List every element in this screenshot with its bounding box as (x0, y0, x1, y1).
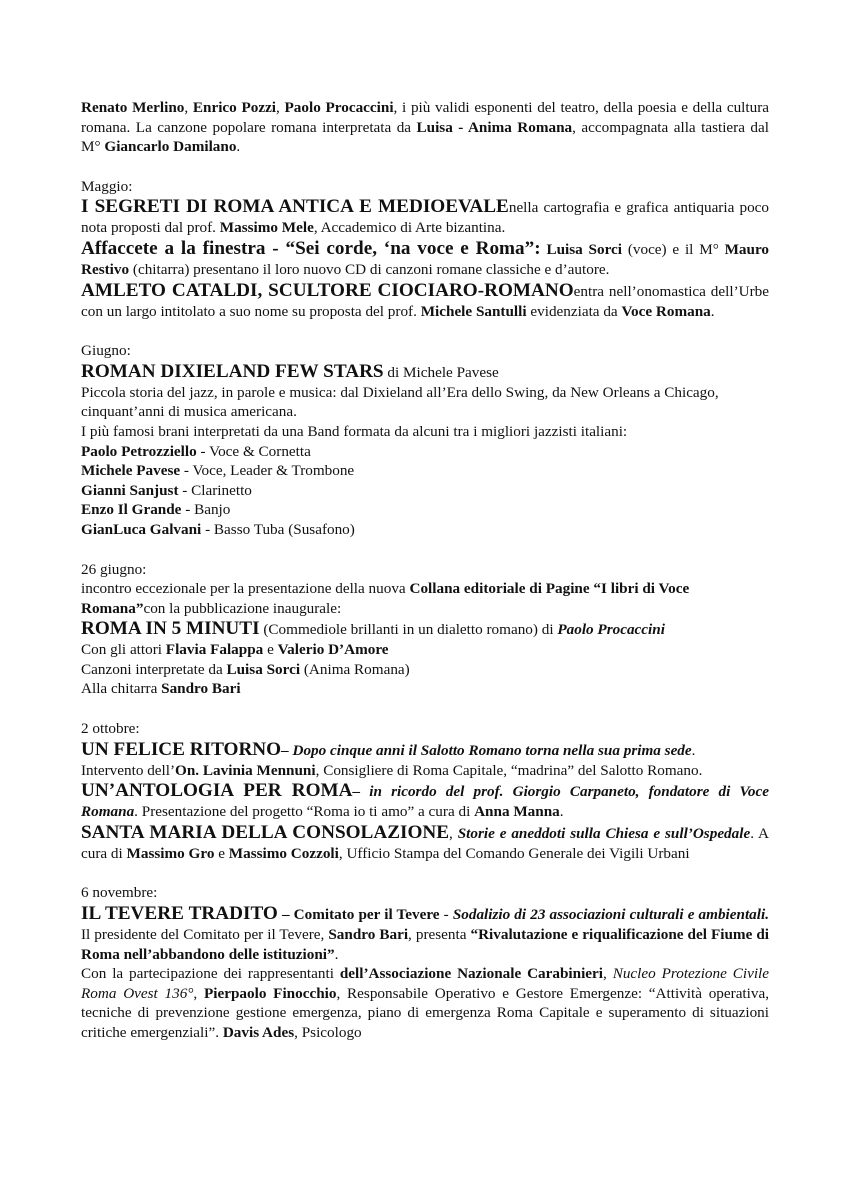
name-davis-ades: Davis Ades (222, 1024, 295, 1041)
band-member-role: - Voce & Cornetta (196, 442, 311, 460)
spacer (81, 321, 769, 341)
name-renato-merlino: Renato Merlino (81, 99, 185, 116)
guitar-line (81, 679, 769, 699)
text-segment: Con la partecipazione dei rappresentanti (81, 965, 340, 983)
committee-name: – Comitato per il Tevere (277, 906, 440, 924)
text-segment: , Responsabile Operativo e Gestore Emergenze: “Attività operativa, tecniche di prevenzione gestione emergenza, piano di emergenza Roma Capitale e superamento di situazioni critiche emergenziali”. (81, 984, 770, 1041)
name-luisa-sorci: Luisa Sorci (546, 240, 623, 258)
event-title: ROMA IN 5 MINUTI (81, 618, 260, 640)
dixieland-band-intro: I più famosi brani interpretati da una Band formata da alcuni tra i migliori jazzisti italiani: (81, 422, 628, 440)
band-member (81, 442, 769, 462)
text-segment: Intervento dell’ (81, 761, 176, 779)
actor-name: Flavia Falappa (165, 641, 264, 659)
text-segment: nella cartografia e grafica antiquaria poco nota proposti dal prof. (81, 199, 769, 237)
text-segment: . (334, 945, 339, 963)
event-title: I SEGRETI DI ROMA ANTICA E MEDIOEVALE (81, 196, 509, 218)
author-name: Paolo Procaccini (557, 621, 665, 639)
month-label-giugno: Giugno: (81, 342, 131, 360)
text-segment: Con gli attori (81, 641, 166, 659)
text-segment: . (559, 803, 564, 821)
text-segment: (Anima Romana) (300, 660, 410, 678)
event-segreti-roma (81, 196, 769, 238)
name-pierpaolo-finocchio: Pierpaolo Finocchio (203, 984, 337, 1002)
band-member-role: - Voce, Leader & Trombone (180, 462, 355, 480)
text-segment: (chitarra) presentano il loro nuovo CD di canzoni romane classiche e d’autore. (129, 260, 610, 278)
actor-name: Valerio D’Amore (277, 641, 389, 659)
text-segment: , (449, 824, 458, 842)
text-segment: , Consigliere di Roma Capitale, “madrina” del Salotto Romano. (315, 761, 703, 779)
text-segment: , (184, 99, 193, 116)
dixieland-description: Piccola storia del jazz, in parole e musica: dal Dixieland all’Era dello Swing, da New Orleans a Chicago, cinquant’anni di musica americana. (81, 383, 719, 421)
document-page (81, 98, 769, 1043)
text-segment: evidenziata da (526, 302, 622, 320)
text-segment: e (263, 641, 278, 659)
name-sandro-bari: Sandro Bari (328, 926, 409, 944)
band-member-role: - Banjo (181, 501, 231, 519)
name-anna-manna: Anna Manna (474, 803, 560, 821)
text-segment: , Ufficio Stampa del Comando Generale dei Vigili Urbani (338, 844, 690, 862)
text-segment: , (193, 984, 204, 1002)
text-segment: . (710, 302, 715, 320)
band-member-name: Gianni Sanjust (81, 481, 179, 499)
text-segment: . A cura di (81, 824, 770, 862)
text-segment: - (439, 906, 453, 924)
text-segment: e (214, 844, 229, 862)
text-segment: (Commediole brillanti in un dialetto romano) di (259, 621, 558, 639)
spacer (81, 863, 769, 883)
text-segment: . Presentazione del progetto “Roma io ti amo” a cura di (134, 803, 475, 821)
name-lavinia-mennuni: Lavinia Mennuni (202, 761, 316, 779)
event-affaccete (81, 238, 769, 280)
intro-paragraph (81, 98, 769, 157)
spacer (81, 699, 769, 719)
text-segment: – (352, 783, 370, 801)
event-subtitle: in ricordo del prof. Giorgio Carpaneto, fondatore di Voce Romana (81, 783, 770, 821)
text-segment: , presenta (408, 926, 471, 944)
name-michele-santulli: Michele Santulli (420, 302, 527, 320)
name-giancarlo-damilano: Giancarlo Damilano (104, 138, 237, 156)
date-label-6-novembre: 6 novembre: (81, 884, 158, 902)
name-voce-romana: Voce Romana (621, 302, 711, 320)
name-massimo-cozzoli: Massimo Cozzoli (228, 844, 339, 862)
guitarist-name: Sandro Bari (161, 680, 241, 698)
collana-paragraph (81, 579, 769, 618)
event-title: UN’ANTOLOGIA PER ROMA (81, 780, 353, 802)
month-label-maggio: Maggio: (81, 177, 133, 195)
name-enrico-pozzi: Enrico Pozzi (192, 99, 277, 116)
date-label-2-ottobre: 2 ottobre: (81, 720, 140, 738)
band-member-name: GianLuca Galvani (81, 520, 202, 538)
band-member-name: Michele Pavese (81, 462, 181, 480)
event-title: ROMAN DIXIELAND FEW STARS (81, 360, 384, 382)
event-subtitle: Storie e aneddoti sulla Chiesa e sull’Ospedale (457, 824, 751, 842)
text-segment: Il presidente del Comitato per il Tevere, (81, 926, 329, 944)
event-title: AMLETO CATALDI, SCULTORE CIOCIARO-ROMANO (81, 279, 574, 301)
songs-line (81, 660, 769, 680)
name-massimo-mele: Massimo Mele (219, 219, 314, 237)
event-amleto-cataldi (81, 280, 769, 322)
spacer (81, 540, 769, 560)
event-title: UN FELICE RITORNO (81, 738, 282, 760)
band-member-name: Enzo Il Grande (81, 501, 182, 519)
event-roma-5-minuti (81, 618, 769, 640)
text-segment: con la pubblicazione inaugurale: (143, 599, 342, 617)
text-segment: (voce) e il M° (622, 240, 725, 258)
text-segment: , accompagnata alla tastiera dal M° (81, 118, 769, 156)
text-segment: . (236, 138, 241, 156)
event-subtitle: Sodalizio di 23 associazioni culturali e ambientali. (452, 906, 769, 924)
text-segment: On. (175, 761, 200, 779)
association-name: dell’Associazione Nazionale Carabinieri (339, 965, 604, 983)
text-segment: , i più validi esponenti del teatro, della poesia e della cultura romana. La canzone popolare romana interpretata da (81, 99, 770, 136)
name-luisa-anima-romana: Luisa - Anima Romana (416, 118, 573, 136)
text-segment: di Michele Pavese (383, 363, 499, 381)
text-segment: Alla chitarra (81, 680, 162, 698)
band-member-role: - Clarinetto (178, 481, 252, 499)
unit-name: Nucleo Protezione Civile Roma Ovest 136° (81, 965, 769, 1002)
tevere-participants (81, 964, 769, 1042)
event-title: Affaccete a la finestra - “Sei corde, ‘na voce e Roma”: (81, 237, 541, 259)
event-tevere-tradito (81, 903, 769, 964)
event-antologia-roma (81, 780, 769, 822)
band-member (81, 461, 769, 481)
singer-name: Luisa Sorci (226, 660, 301, 678)
band-member (81, 520, 769, 540)
text-segment: , Accademico di Arte bizantina. (313, 219, 506, 237)
name-paolo-procaccini: Paolo Procaccini (284, 99, 394, 116)
event-subtitle: Dopo cinque anni il Salotto Romano torna nella sua prima sede (292, 741, 692, 759)
event-title: SANTA MARIA DELLA CONSOLAZIONE (81, 821, 450, 843)
event-felice-ritorno (81, 739, 769, 781)
event-title: IL TEVERE TRADITO (81, 903, 278, 925)
band-member (81, 500, 769, 520)
text-segment: . (691, 741, 696, 759)
text-segment: incontro eccezionale per la presentazione della nuova (81, 580, 410, 598)
band-member (81, 481, 769, 501)
name-mauro-restivo: Mauro Restivo (81, 240, 770, 278)
text-segment: , Psicologo (294, 1024, 362, 1041)
text-segment: , (603, 965, 613, 983)
text-segment: – (281, 741, 293, 759)
name-massimo-gro: Massimo Gro (126, 844, 215, 862)
text-segment: entra nell’onomastica dell’Urbe con un largo intitolato a suo nome su proposta del prof. (81, 282, 769, 320)
text-segment: , (276, 99, 285, 116)
date-label-26-giugno: 26 giugno: (81, 560, 147, 578)
band-member-role: - Basso Tuba (Susafono) (201, 520, 355, 538)
actors-line (81, 640, 769, 660)
band-member-name: Paolo Petrozziello (81, 442, 197, 460)
spacer (81, 157, 769, 177)
presentation-title: “Rivalutazione e riqualificazione del Fiume di Roma nell’abbandono delle istituzioni” (81, 926, 769, 963)
collana-title: Collana editoriale di Pagine “I libri di Voce Romana” (81, 580, 690, 617)
event-santa-maria (81, 822, 769, 864)
event-dixieland-heading (81, 361, 769, 383)
text-segment: Canzoni interpretate da (81, 660, 227, 678)
